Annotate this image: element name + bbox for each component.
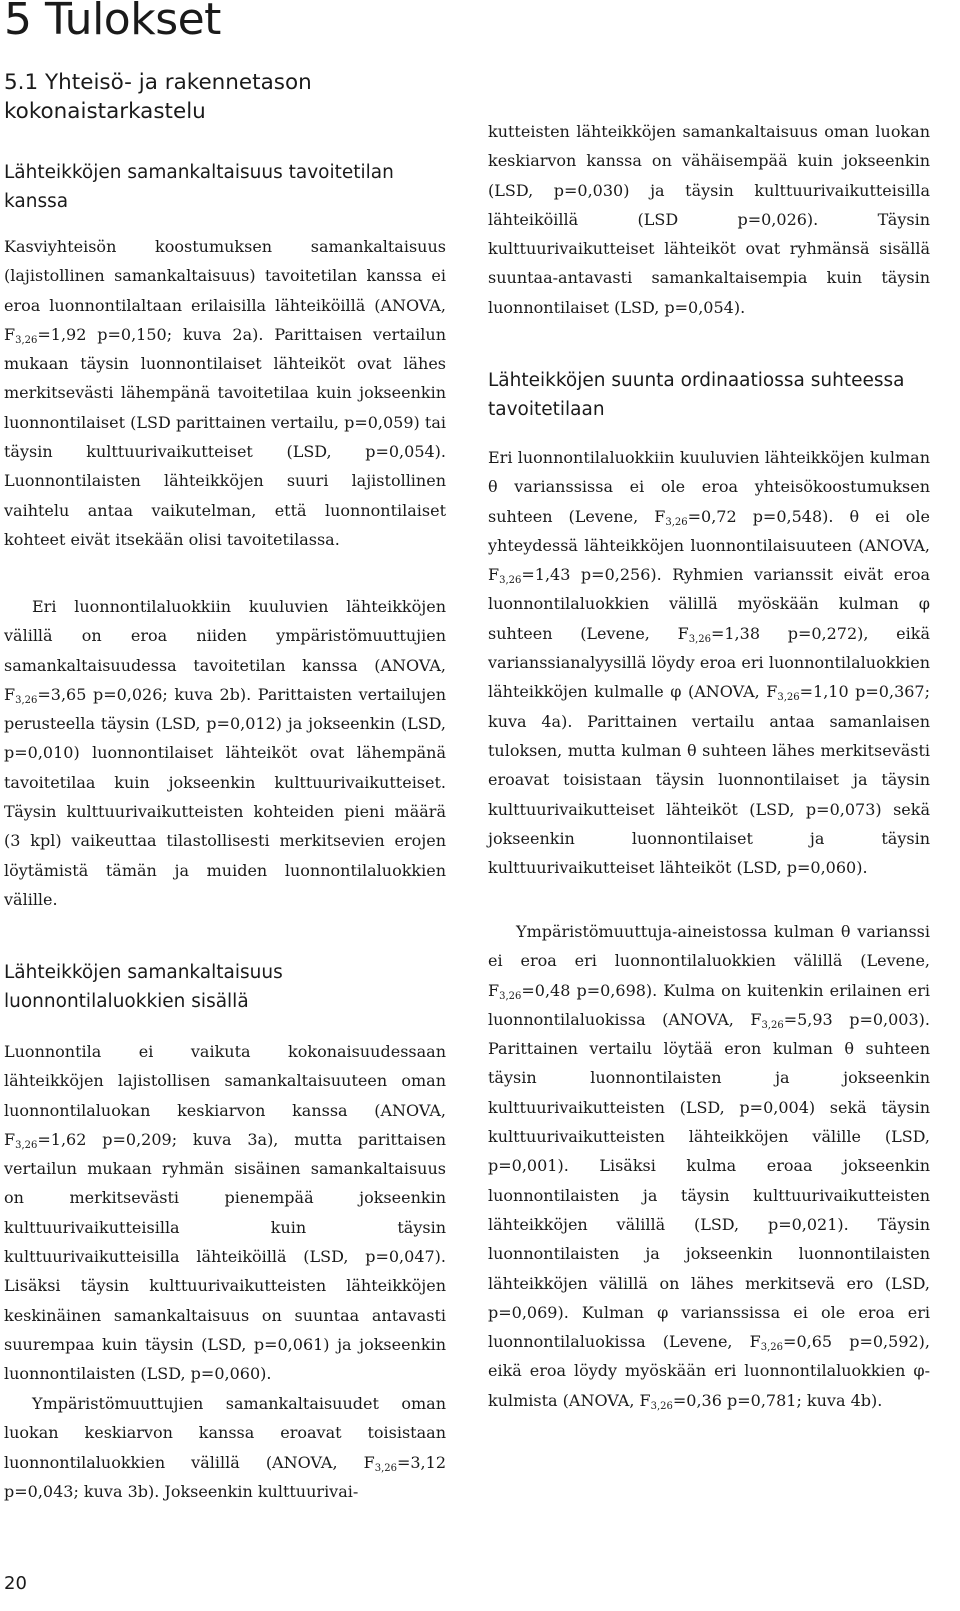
section-title: 5.1 Yhteisö- ja rakennetason kokonaistarkastelu	[4, 70, 312, 124]
paragraph-6: Ympäristömuuttuja-aineistossa kulman θ varianssi ei eroa eri luonnontilaluokkien välillä (Levene, $F_{3,26}=0,48$ p=0,698). Kulma on kuitenkin erilainen eri luonnontilaluokissa (ANOVA, $F_{3,26}=5,93$ p=0,003). Parittainen vertailu löytää eron kulman θ suhteen täysin luonnontilaisten ja jokseenkin kulttuurivaikutteisten (LSD, p=0,004) sekä täysin kulttuurivaikutteisten lähteikköjen välille (LSD, p=0,001). Lisäksi kulma eroaa jokseenkin luonnontilaisten ja täysin kulttuurivaikutteisten lähteikköjen välillä (LSD, p=0,021). Täysin luonnontilaisten ja jokseenkin luonnontilaisten lähteikköjen välillä on lähes merkitsevä ero (LSD, p=0,069). Kulman φ varianssissa ei ole eroa eri luonnontilaluokissa (Levene, $F_{3,26}=0,65$ p=0,592), eikä eroa löydy myöskään eri luonnontilaluokkien φ-kulmista (ANOVA, $F_{3,26}=0,36$ p=0,781; kuva 4b).	[488, 922, 931, 1412]
paragraph-4-continued: kutteisten lähteikköjen samankaltaisuus oman luokan keskiarvon kanssa on vähäisempää kuin jokseenkin (LSD, p=0,030) ja täysin kulttuurivaikutteisilla lähteiköillä (LSD p=0,026). Täysin kulttuurivaikutteiset lähteiköt ovat ryhmänsä sisällä suuntaa-antavasti samankaltaisempia kuin täysin luonnontilaiset (LSD, p=0,054).	[488, 122, 930, 317]
subheading-ordination-direction: Lähteikköjen suunta ordinaatiossa suhteessa tavoitetilaan	[488, 370, 905, 420]
page-number: 20	[4, 1573, 27, 1594]
chapter-title: 5 Tulokset	[4, 0, 221, 45]
subheading-similarity-within-classes: Lähteikköjen samankaltaisuus luonnontilaluokkien sisällä	[4, 962, 283, 1012]
subheading-similarity-to-target: Lähteikköjen samankaltaisuus tavoitetilan kanssa	[4, 162, 394, 212]
paragraph-3: Luonnontila ei vaikuta kokonaisuudessaan lähteikköjen lajistollisen samankaltaisuuteen oman luonnontilaluokan keskiarvon kanssa (ANOVA, $F_{3,26}=1,62$ p=0,209; kuva 3a), mutta parittaisen vertailun mukaan ryhmän sisäinen samankaltaisuus on merkitsevästi pienempää jokseenkin kulttuurivaikutteisilla kuin täysin kulttuurivaikutteisilla lähteiköillä (LSD, p=0,047). Lisäksi täysin kulttuurivaikutteisten lähteikköjen keskinäinen samankaltaisuus on suuntaa antavasti suurempaa kuin täysin (LSD, p=0,061) ja jokseenkin luonnontilaisten (LSD, p=0,060).	[4, 1042, 446, 1384]
paragraph-5: Eri luonnontilaluokkiin kuuluvien lähteikköjen kulman θ varianssissa ei ole eroa yhteisökoostumuksen suhteen (Levene, $F_{3,26}=0,72$ p=0,548). θ ei ole yhteydessä lähteikköjen luonnontilaisuuteen (ANOVA, $F_{3,26}=1,43$ p=0,256). Ryhmien varianssit eivät eroa luonnontilaluokkien välillä myöskään kulman φ suhteen (Levene, $F_{3,26}=1,38$ p=0,272), eikä varianssianalyysillä löydy eroa eri luonnontilaluokkien lähteikköjen kulmalle φ (ANOVA, $F_{3,26}=1,10$ p=0,367; kuva 4a). Parittainen vertailu antaa samanlaisen tuloksen, mutta kulman θ suhteen lähes merkitsevästi eroavat toisistaan täysin luonnontilaiset ja täysin kulttuurivaikutteiset lähteiköt (LSD, p=0,073) sekä jokseenkin luonnontilaiset ja täysin kulttuurivaikutteiset lähteiköt (LSD, p=0,060).	[488, 448, 930, 878]
paragraph-2: Eri luonnontilaluokkiin kuuluvien lähteikköjen välillä on eroa niiden ympäristömuuttujien samankaltaisuudessa tavoitetilan kanssa (ANOVA, $F_{3,26}=3,65$ p=0,026; kuva 2b). Parittaisten vertailujen perusteella täysin (LSD, p=0,012) ja jokseenkin (LSD, p=0,010) luonnontilaiset lähteiköt ovat lähempänä tavoitetilaa kuin jokseenkin kulttuurivaikutteiset. Täysin kulttuurivaikutteisten kohteiden pieni määrä (3 kpl) vaikeuttaa tilastollisesti merkitsevien erojen löytämistä tämän ja muiden luonnontilaluokkien välille.	[4, 597, 446, 909]
paragraph-4-start: Ympäristömuuttujien samankaltaisuudet oman luokan keskiarvon kanssa eroavat toisistaan luonnontilaluokkien välillä (ANOVA, $F_{3,26}=3,12$ p=0,043; kuva 3b). Jokseenkin kulttuurivai-	[4, 1394, 446, 1501]
paragraph-1: Kasviyhteisön koostumuksen samankaltaisuus (lajistollinen samankaltaisuus) tavoitetilan kanssa ei eroa luonnontilaltaan erilaisilla lähteiköillä (ANOVA, $F_{3,26}=1,92$ p=0,150; kuva 2a). Parittaisen vertailun mukaan täysin luonnontilaiset lähteiköt ovat lähes merkitsevästi lähempänä tavoitetilaa kuin jokseenkin luonnontilaiset (LSD parittainen vertailu, p=0,059) tai täysin kulttuurivaikutteiset (LSD, p=0,054). Luonnontilaisten lähteikköjen suuri lajistollinen vaihtelu antaa vaikutelman, että luonnontilaiset kohteet eivät itsekään olisi tavoitetilassa.	[4, 237, 446, 549]
